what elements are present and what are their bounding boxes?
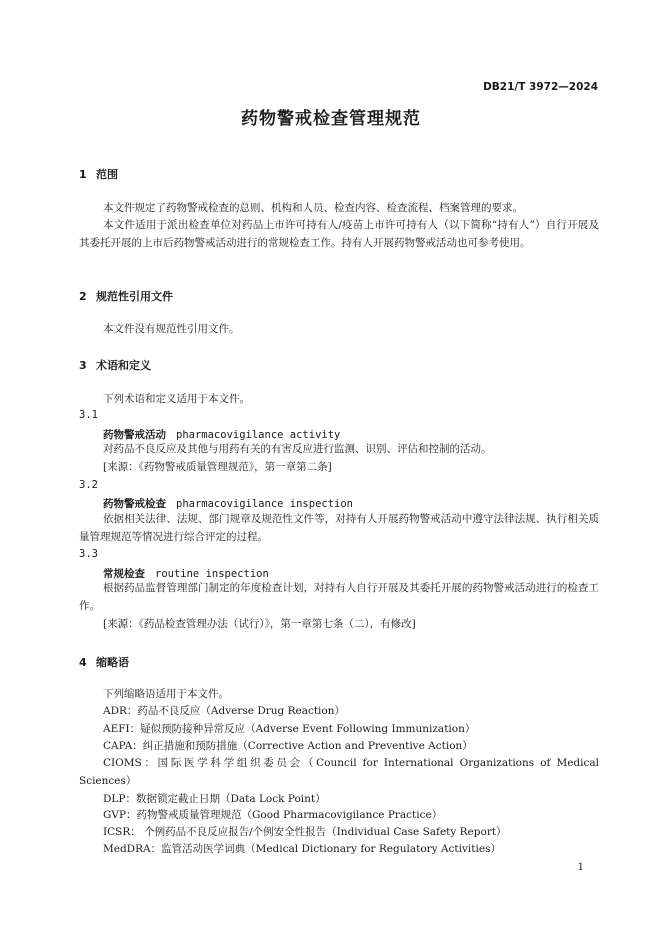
section-title: 范围	[96, 168, 118, 181]
list-item: GVP：药物警戒质量管理规范（Good Pharmacovigilance Practice）	[103, 809, 443, 821]
list-item: AEFI：疑似预防接种异常反应（Adverse Event Following Immunization）	[103, 723, 476, 735]
section-title: 术语和定义	[96, 359, 151, 372]
list-item: ADR：药品不良反应（Adverse Drug Reaction）	[103, 705, 345, 717]
term-en: pharmacovigilance inspection	[176, 498, 354, 510]
section-heading-normative-references	[79, 288, 173, 304]
paragraph: 本文件适用于派出检查单位对药品上市许可持有人/疫苗上市许可持有人（以下简称“持有人”）自行开展及其委托开展的上市后药物警戒活动进行的常规检查工作。持有人开展药物警戒活动也可参考使用。	[79, 219, 599, 249]
paragraph: 下列术语和定义适用于本文件。	[103, 393, 250, 405]
paragraph: 下列缩略语适用于本文件。	[103, 688, 229, 700]
term-definition: 对药品不良反应及其他与用药有关的有害反应进行监测、识别、评估和控制的活动。	[103, 443, 492, 455]
term-source: [来源：《药品检查管理办法（试行）》，第一章第七条（二），有修改]	[103, 618, 416, 630]
term-definition: 根据药品监督管理部门制定的年度检查计划，对持有人自行开展及其委托开展的药物警戒活动进行的检查工作。	[79, 582, 599, 612]
term-en: routine inspection	[155, 568, 269, 580]
paragraph: 本文件没有规范性引用文件。	[103, 323, 240, 335]
list-item: MedDRA：监管活动医学词典（Medical Dictionary for Regulatory Activities）	[103, 843, 501, 855]
term-definition: 依据相关法律、法规、部门规章及规范性文件等，对持有人开展药物警戒活动中遵守法律法规、执行相关质量管理规范等情况进行综合评定的过程。	[79, 513, 599, 543]
term-zh: 药物警戒检查	[103, 498, 166, 510]
page-title: 药物警戒检查管理规范	[241, 109, 421, 129]
section-heading-terms	[79, 357, 151, 373]
section-number: 1	[79, 168, 87, 181]
section-number: 2	[79, 290, 87, 303]
document-code: DB21/T 3972—2024	[483, 81, 598, 93]
section-title: 规范性引用文件	[96, 290, 173, 303]
list-item: CIOMS：国际医学科学组织委员会（Council for International Organizations of Medical Sciences）	[79, 757, 599, 787]
term-zh: 药物警戒活动	[103, 429, 166, 441]
list-item: DLP：数据锁定截止日期（Data Lock Point）	[103, 793, 326, 805]
clause-number: 3.2	[79, 479, 98, 491]
page-number: 1	[577, 862, 584, 873]
term-entry	[103, 496, 353, 511]
clause-number: 3.3	[79, 548, 98, 560]
clause-number: 3.1	[79, 409, 98, 421]
term-source: [来源：《药物警戒质量管理规范》，第一章第二条]	[103, 461, 332, 473]
section-heading-scope	[79, 166, 118, 182]
term-zh: 常规检查	[103, 568, 145, 580]
section-title: 缩略语	[96, 656, 129, 669]
term-en: pharmacovigilance activity	[176, 429, 341, 441]
section-number: 4	[79, 656, 87, 669]
section-heading-abbreviations	[79, 654, 129, 670]
paragraph: 本文件规定了药物警戒检查的总则、机构和人员、检查内容、检查流程、档案管理的要求。	[103, 202, 523, 214]
section-number: 3	[79, 359, 87, 372]
list-item: CAPA：纠正措施和预防措施（Corrective Action and Preventive Action）	[103, 740, 473, 752]
list-item: ICSR： 个例药品不良反应报告/个例安全性报告（Individual Case Safety Report）	[103, 826, 507, 838]
